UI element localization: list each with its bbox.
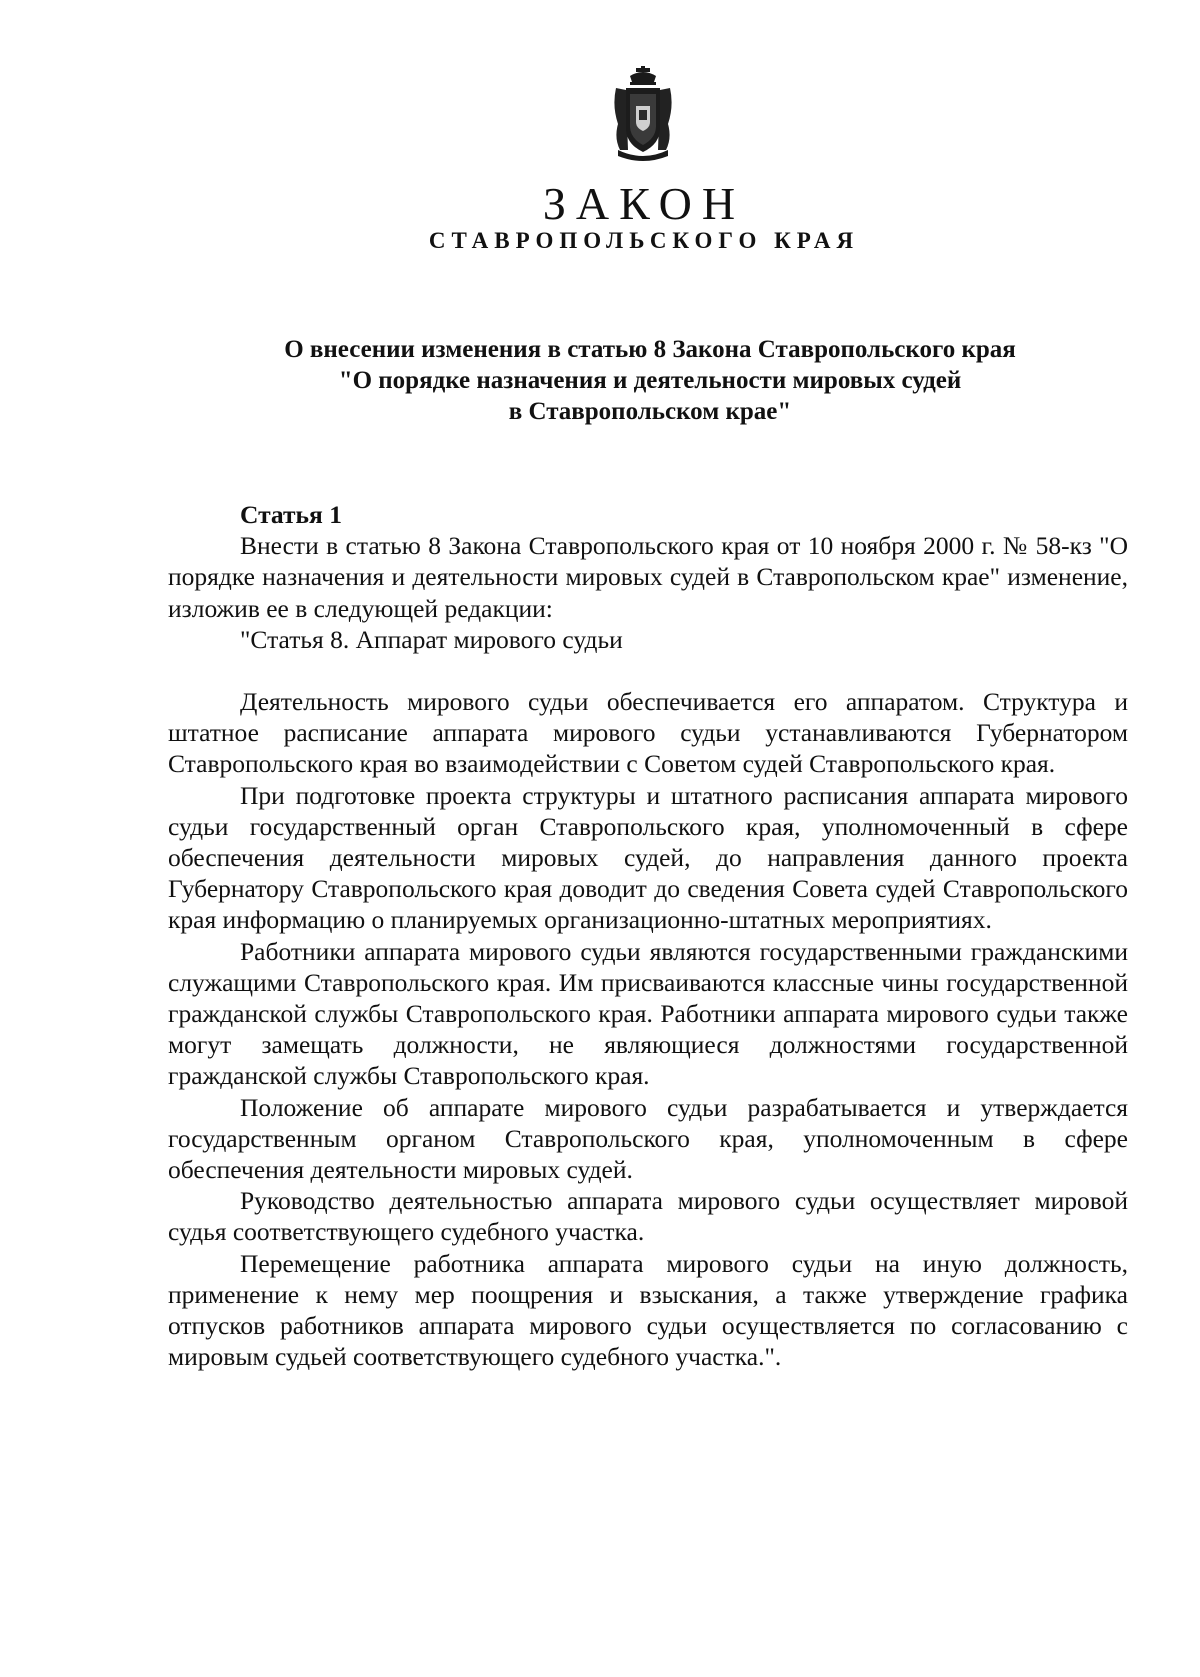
heading-line: "О порядке назначения и деятельности мировых судей <box>338 367 962 394</box>
paragraph: "Статья 8. Аппарат мирового судьи <box>240 624 623 654</box>
article-title: Статья 1 <box>240 500 342 529</box>
heading-line: в Ставропольском крае" <box>508 398 792 425</box>
document-title: ЗАКОН <box>542 178 746 229</box>
paragraph: Руководство деятельностью аппарата мирового судьи осуществляет мировой судья соответствующего судебного участка. <box>168 1186 1128 1247</box>
heading-line: О внесении изменения в статью 8 Закона Ставропольского края <box>284 336 1016 363</box>
paragraph: Положение об аппарате мирового судьи разрабатывается и утверждается государственным органом Ставропольского края, уполномоченным в сфере обеспечения деятельности мировых судей. <box>168 1092 1128 1185</box>
law-heading <box>200 334 1100 427</box>
paragraph: Внести в статью 8 Закона Ставропольского края от 10 ноября 2000 г. № 58-кз "О порядке назначения и деятельности мировых судей в Ставропольском крае" изменение, изложив ее в следующей редакции: <box>168 531 1128 623</box>
paragraph: При подготовке проекта структуры и штатного расписания аппарата мирового судьи государственный орган Ставропольского края, уполномоченный в сфере обеспечения деятельности мировых судей, до направления данного проекта Губернатору Ставропольского края доводит до сведения Совета судей Ставропольского края информацию о планируемых организационно-штатных мероприятиях. <box>168 780 1128 935</box>
paragraph: Работники аппарата мирового судьи являются государственными гражданскими служащими Ставропольского края. Им присваиваются классные чины государственной гражданской службы Ставропольского края. Работники аппарата мирового судьи также могут замещать должности, не являющиеся должностями государственной гражданской службы Ставропольского края. <box>168 936 1128 1091</box>
document-subtitle: СТАВРОПОЛЬСКОГО КРАЯ <box>428 228 860 253</box>
coat-of-arms-emblem-icon <box>612 66 674 166</box>
paragraph: Деятельность мирового судьи обеспечивается его аппаратом. Структура и штатное расписание аппарата мирового судьи устанавливаются Губернатором Ставропольского края во взаимодействии с Советом судей Ставропольского края. <box>168 687 1128 779</box>
document-body <box>168 499 1128 1372</box>
paragraph: Перемещение работника аппарата мирового судьи на иную должность, применение к нему мер поощрения и взыскания, а также утверждение графика отпусков работников аппарата мирового судьи осуществляется по согласованию с мировым судьей соответствующего судебного участка.". <box>168 1248 1128 1372</box>
